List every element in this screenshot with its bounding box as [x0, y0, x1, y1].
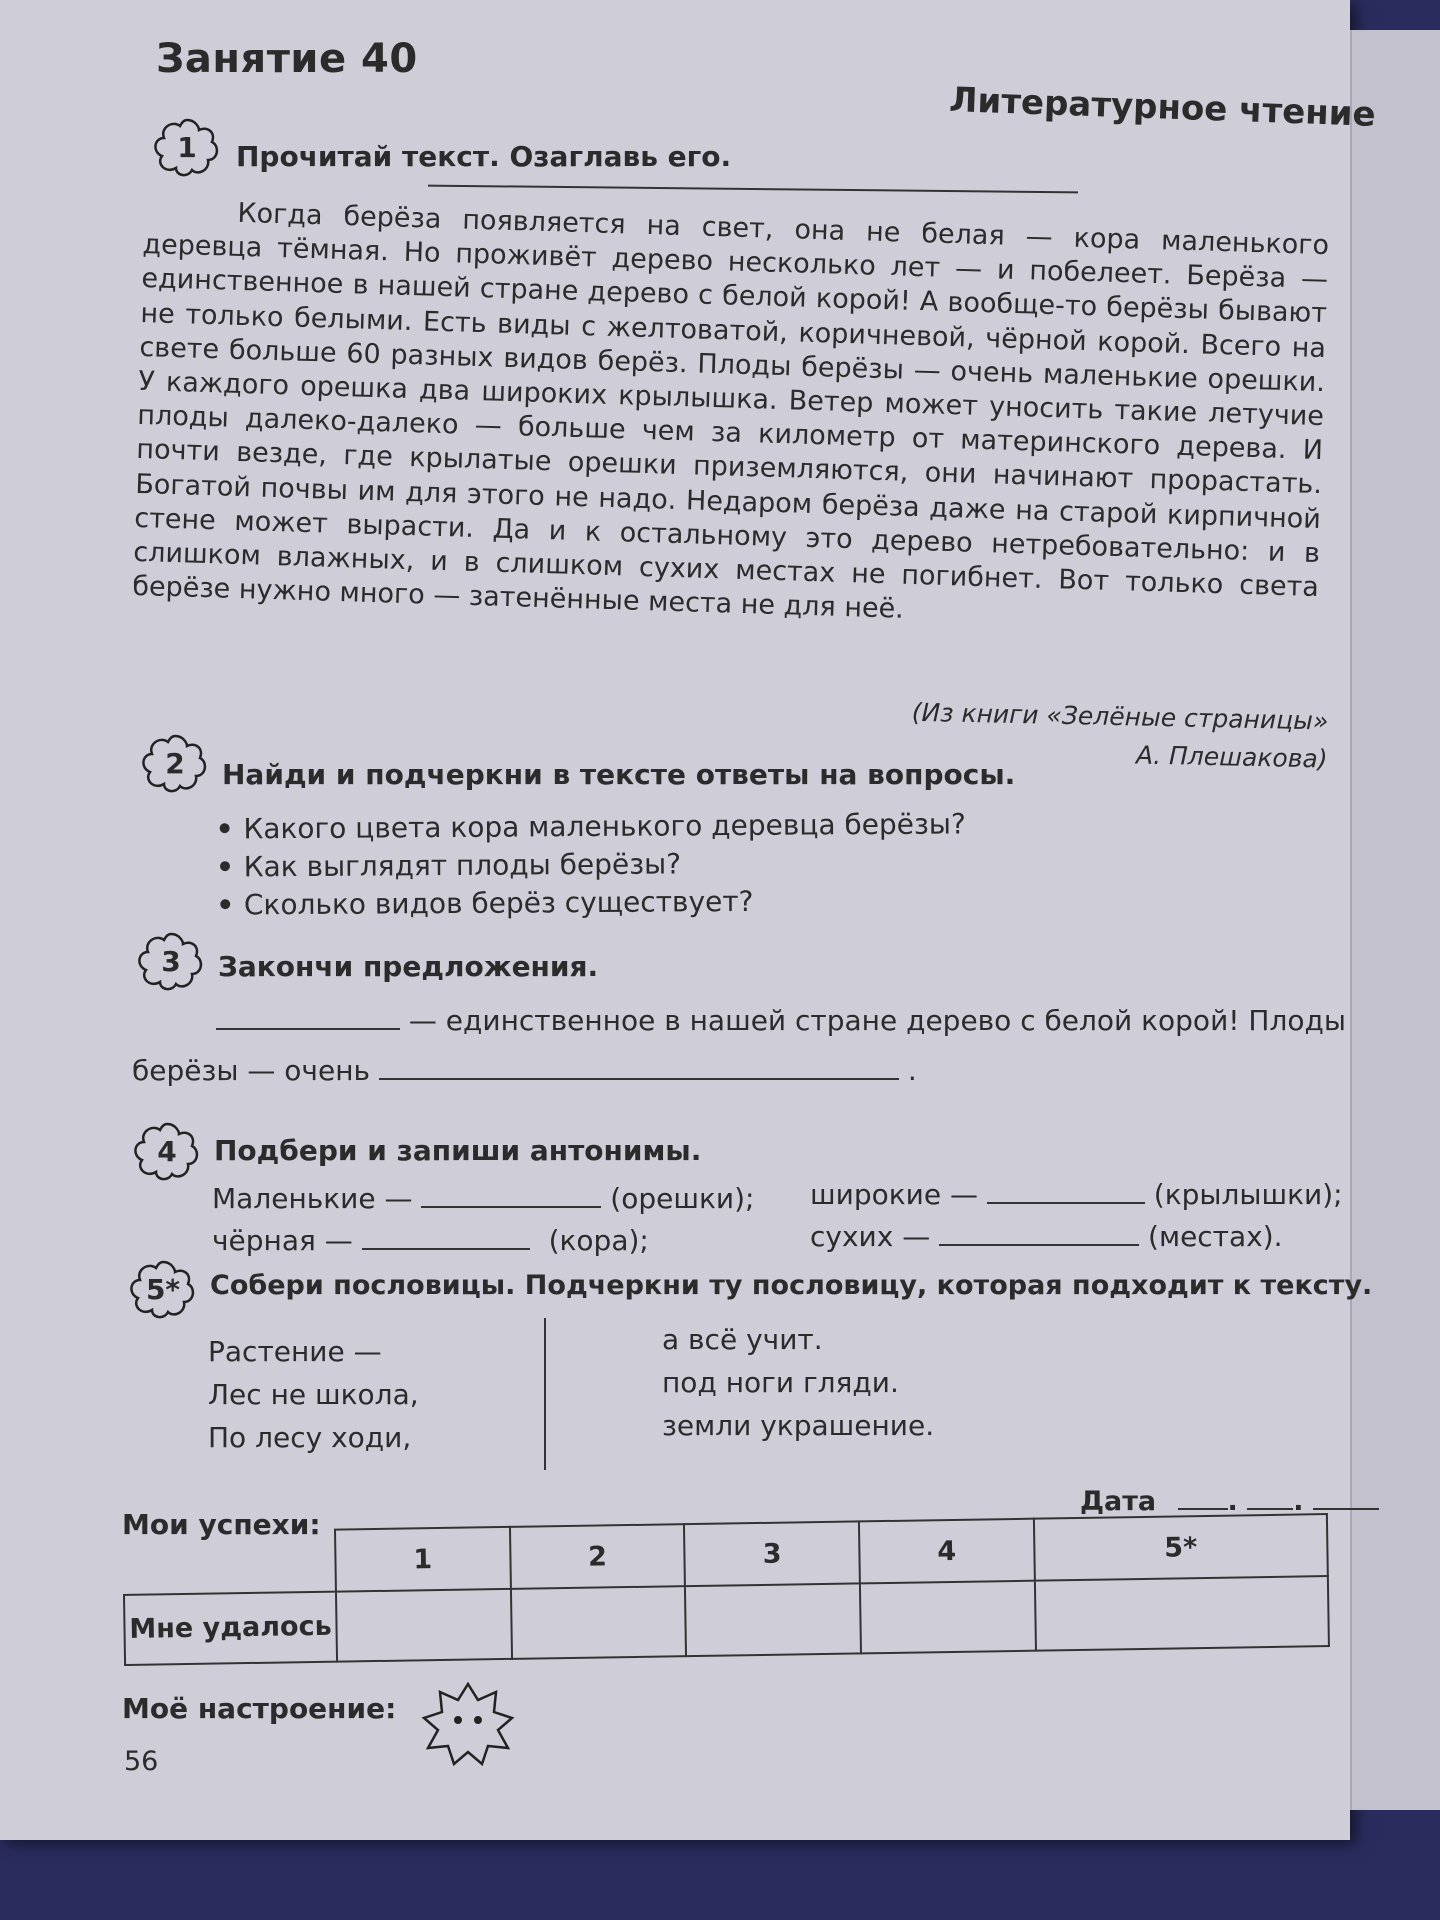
- antonym-hint: (крылышки);: [1153, 1178, 1343, 1211]
- task-3-number: 3: [161, 944, 181, 978]
- date-day-blank[interactable]: [1178, 1482, 1228, 1510]
- question-list: [216, 805, 967, 924]
- table-cell[interactable]: [511, 1586, 687, 1659]
- mood-face-icon[interactable]: [420, 1680, 516, 1768]
- proverb-beginnings: [208, 1330, 419, 1459]
- task-4-badge: [132, 1120, 202, 1182]
- answer-blank[interactable]: [939, 1218, 1139, 1246]
- sentence-1-text: — единственное в нашей стране дерево с белой корой! Плоды: [408, 1004, 1346, 1037]
- task-4-number: 4: [157, 1134, 177, 1168]
- page-number: 56: [124, 1746, 159, 1777]
- table-column-header: 5*: [1034, 1514, 1328, 1581]
- answer-blank[interactable]: [379, 1052, 899, 1080]
- answer-blank[interactable]: [362, 1222, 530, 1250]
- sentence-2: [132, 1052, 917, 1087]
- success-label: Мои успехи:: [122, 1508, 321, 1541]
- sentence-2-end: .: [907, 1054, 917, 1087]
- table-cell[interactable]: [1035, 1576, 1329, 1651]
- table-column-header: 3: [684, 1521, 860, 1586]
- task-3-instruction: Закончи предложения.: [218, 950, 599, 983]
- task-5-badge: [128, 1258, 198, 1320]
- question-item: • Какого цвета кора маленького деревца берёзы?: [216, 805, 966, 848]
- table-column-header: 4: [859, 1519, 1035, 1584]
- table-cell[interactable]: [336, 1589, 512, 1662]
- task-1-instruction: Прочитай текст. Озаглавь его.: [236, 140, 732, 173]
- source-author: А. Плешакова): [1135, 740, 1328, 774]
- table-cell[interactable]: [685, 1583, 861, 1656]
- task-2-badge: [140, 732, 210, 794]
- date-year-blank[interactable]: [1313, 1482, 1379, 1510]
- antonym-word: сухих —: [810, 1220, 931, 1253]
- antonym-pair: [212, 1180, 754, 1215]
- proverb-endings: [662, 1318, 934, 1447]
- task-1-number: 1: [177, 130, 197, 164]
- success-table: [122, 1513, 1330, 1666]
- answer-blank[interactable]: [421, 1180, 601, 1208]
- proverb-divider: [544, 1318, 546, 1470]
- antonym-pair: [810, 1176, 1343, 1211]
- answer-blank[interactable]: [216, 1002, 400, 1030]
- task-5-number: 5*: [145, 1272, 181, 1306]
- proverb-part: Лес не школа,: [208, 1378, 419, 1411]
- antonym-hint: (орешки);: [610, 1182, 755, 1215]
- task-2-instruction: Найди и подчеркни в тексте ответы на вопросы.: [222, 758, 1016, 791]
- antonym-word: широкие —: [810, 1178, 978, 1211]
- antonym-word: Маленькие —: [212, 1182, 413, 1215]
- reading-text: [132, 194, 1330, 639]
- table-cell[interactable]: [860, 1581, 1036, 1654]
- date-month-blank[interactable]: [1247, 1482, 1293, 1510]
- table-column-header: 2: [510, 1524, 686, 1589]
- date-label: Дата: [1080, 1486, 1157, 1517]
- task-5-instruction: Собери пословицы. Подчеркни ту пословицу, которая подходит к тексту.: [210, 1270, 1373, 1301]
- sentence-1: [216, 1002, 1346, 1037]
- antonym-pair: [810, 1218, 1283, 1253]
- task-4-instruction: Подбери и запиши антонимы.: [214, 1134, 702, 1167]
- proverb-part: земли украшение.: [662, 1409, 935, 1442]
- answer-blank[interactable]: [987, 1176, 1145, 1204]
- source-book: (Из книги «Зелёные страницы»: [911, 697, 1329, 736]
- table-corner: [123, 1530, 336, 1595]
- mood-label: Моё настроение:: [122, 1692, 397, 1725]
- antonym-pair: [212, 1222, 649, 1257]
- proverb-part: а всё учит.: [662, 1323, 823, 1356]
- next-page-edge: [1350, 30, 1440, 1810]
- proverb-part: Растение —: [208, 1335, 382, 1368]
- subject-title: Литературное чтение: [948, 80, 1377, 135]
- antonym-word: чёрная —: [212, 1224, 353, 1257]
- antonym-hint: (местах).: [1148, 1220, 1283, 1253]
- table-column-header: 1: [335, 1527, 511, 1592]
- task-3-badge: [136, 930, 206, 992]
- question-item: • Сколько видов берёз существует?: [216, 881, 966, 924]
- task-2-number: 2: [165, 746, 185, 780]
- date-field: Дата . .: [1080, 1482, 1379, 1517]
- question-item: • Как выглядят плоды берёзы?: [216, 843, 966, 886]
- proverb-part: По лесу ходи,: [208, 1421, 412, 1454]
- reading-text-body: Когда берёза появляется на свет, она не белая — кора маленького деревца тёмная. Но проживёт дерево несколько лет — и побелеет. Берёза — единственное в нашей стране дерево с белой корой! А вообще-то берёзы бывают не только белыми. Есть виды с желтоватой, коричневой, чёрной корой. Всего на свете больше 60 разных видов берёз. Плоды берёзы — очень маленькие орешки. У каждого орешка два широких крылышка. Ветер может уносить такие летучие плоды далеко-далеко — больше чем за километр от материнского дерева. И почти везде, где крылатые орешки приземляются, они начинают прорастать. Богатой почвы им для этого не надо. Недаром берёза даже на старой кирпичной стене может вырасти. Да и к остальному это дерево нетребовательно: и в слишком влажных, и в слишком сухих местах не погибнет. Вот только света берёзе нужно много — затенённые места не для неё.: [131, 197, 1330, 625]
- table-row-label: Мне удалось: [124, 1592, 337, 1665]
- sentence-2-start: берёзы — очень: [132, 1054, 370, 1087]
- antonym-hint: (кора);: [548, 1224, 649, 1257]
- proverb-part: под ноги гляди.: [662, 1366, 899, 1399]
- task-1-badge: [152, 116, 222, 178]
- lesson-title: Занятие 40: [156, 36, 418, 82]
